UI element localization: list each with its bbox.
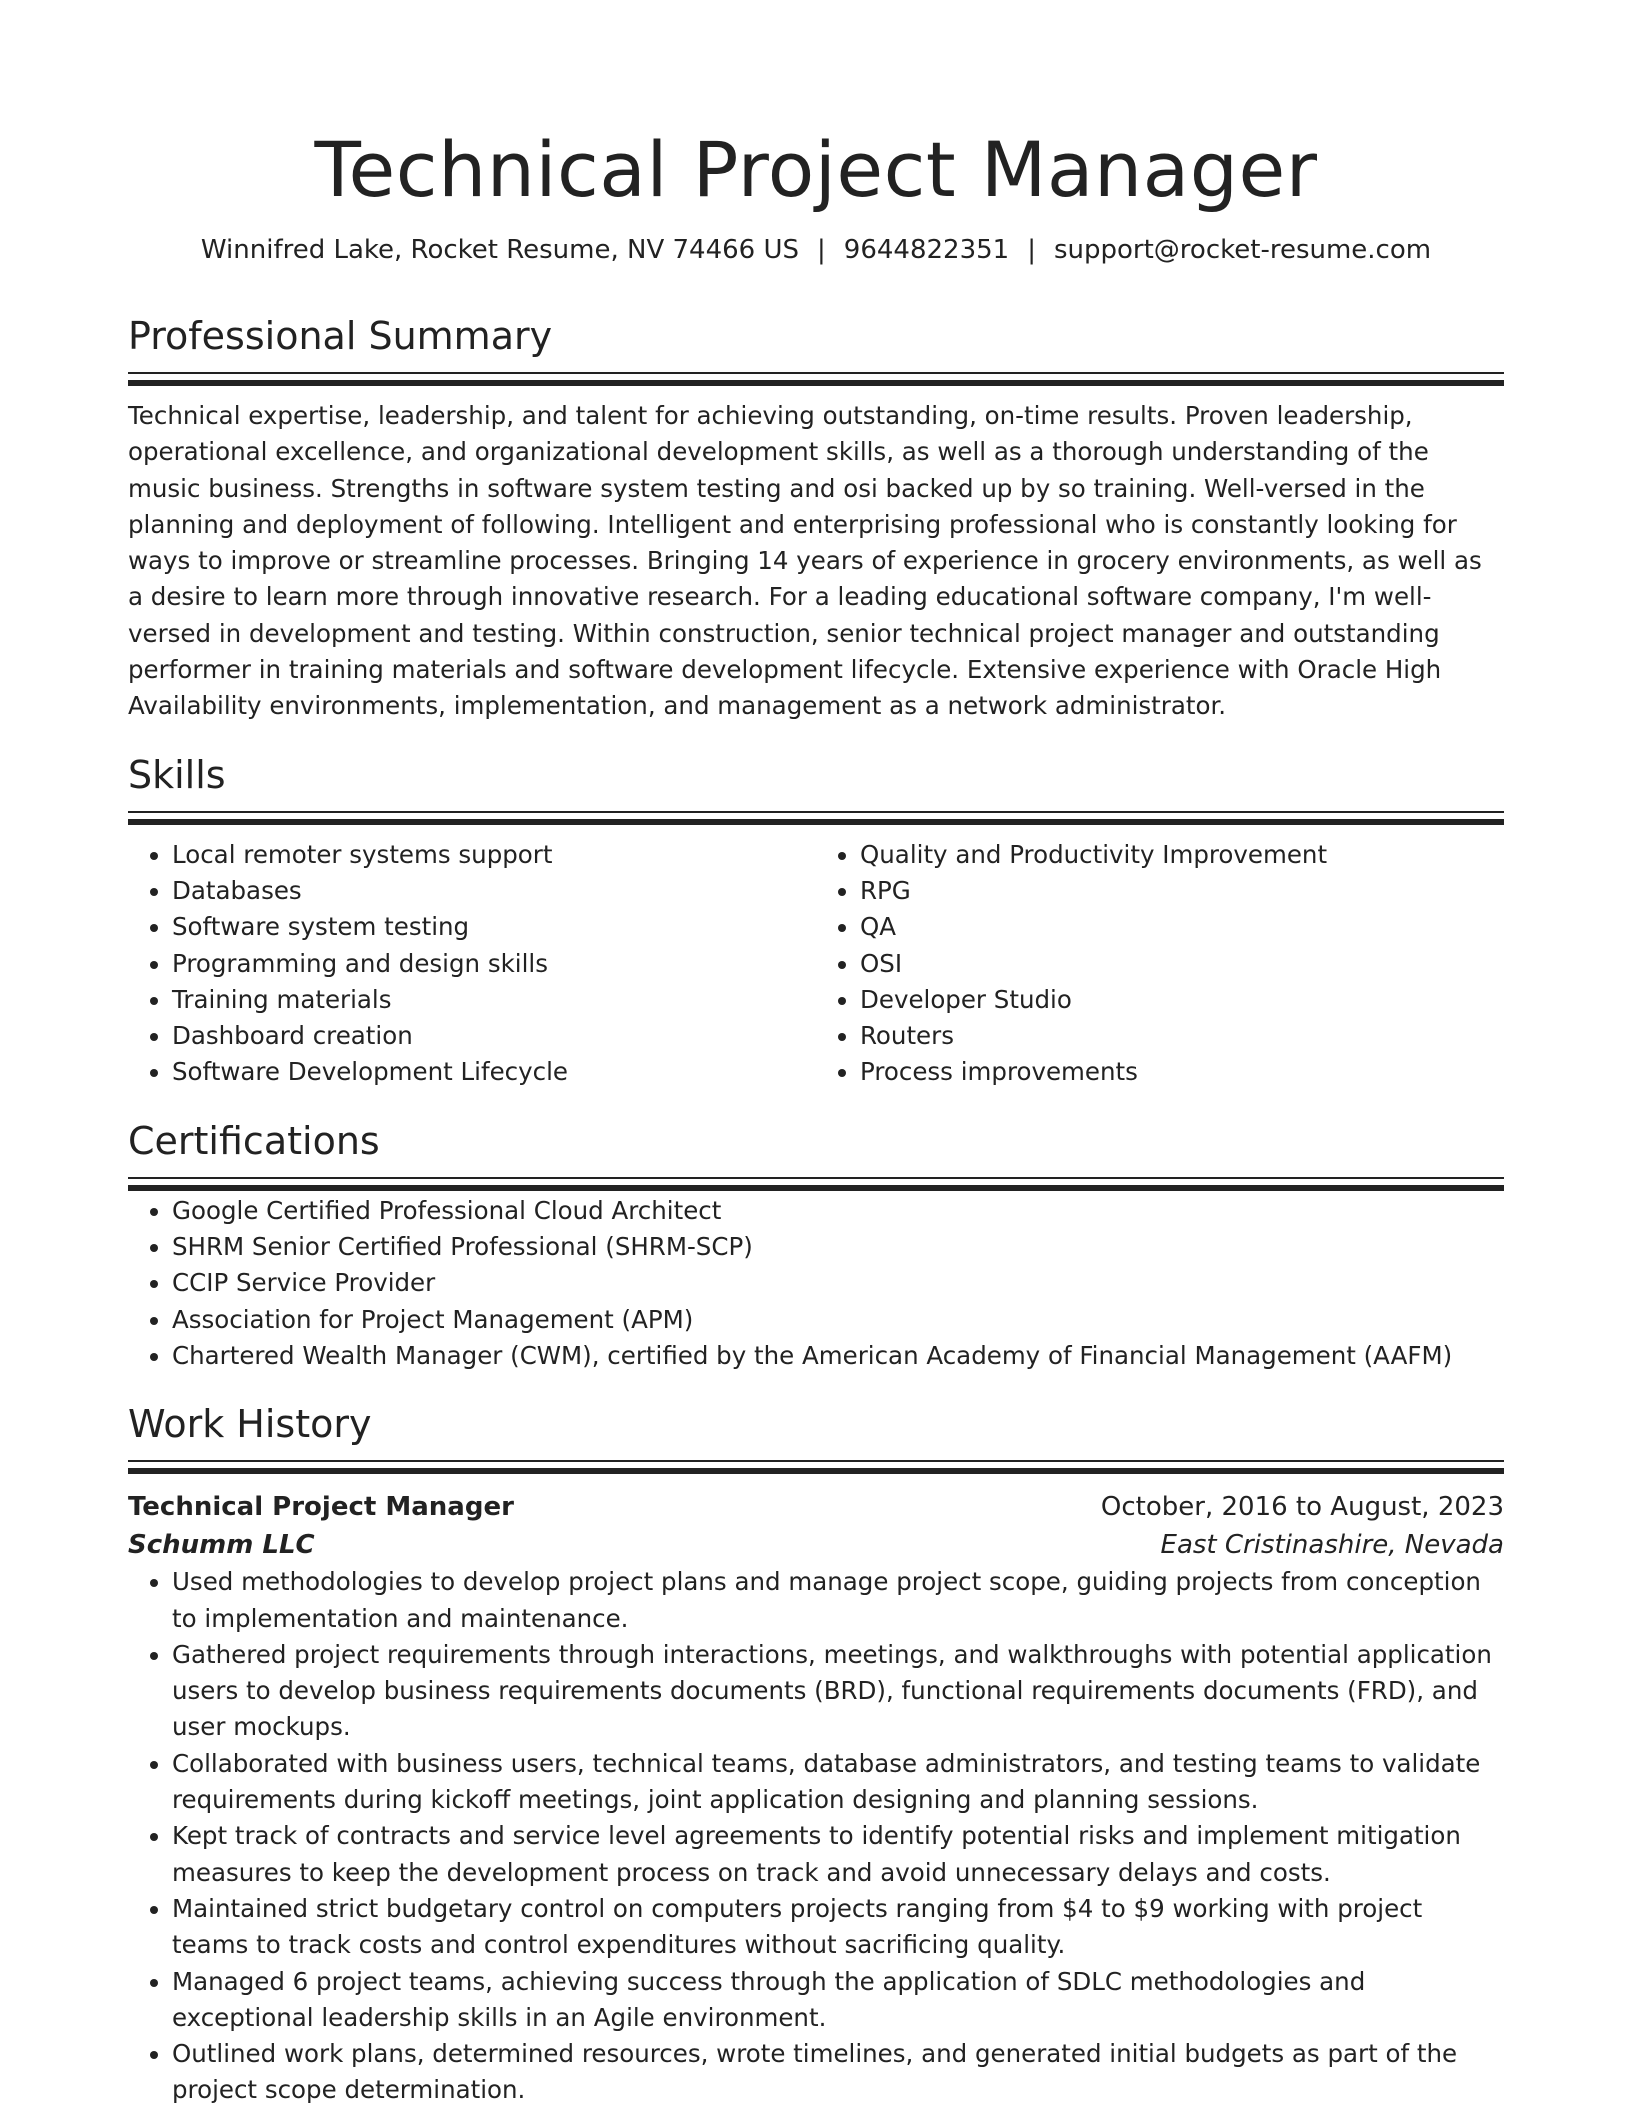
skill-item: • Software Development Lifecycle <box>172 1054 816 1090</box>
job-bullets <box>128 1564 1504 2108</box>
certification-item: • SHRM Senior Certified Professional (SHRM-SCP) <box>172 1229 1504 1265</box>
job-bullet: • Managed 6 project teams, achieving success through the application of SDLC methodologies and exceptional leadership skills in an Agile environment. <box>172 1964 1504 2037</box>
section-heading-work-history: Work History <box>128 1402 372 1447</box>
skill-item: • Training materials <box>172 982 816 1018</box>
work-history-section <box>128 1400 1504 2108</box>
section-heading-summary: Professional Summary <box>128 314 553 358</box>
skill-item: • Developer Studio <box>860 982 1504 1018</box>
skills-column-left <box>128 837 816 1091</box>
skill-item: • OSI <box>860 946 1504 982</box>
skill-item: • Quality and Productivity Improvement <box>860 837 1504 873</box>
skill-item: • QA <box>860 909 1504 945</box>
contact-email[interactable]: support@rocket-resume.com <box>1053 235 1432 265</box>
skill-item: • RPG <box>860 873 1504 909</box>
section-heading-skills: Skills <box>128 752 226 797</box>
contact-separator: | <box>817 235 826 265</box>
skill-item: • Local remoter systems support <box>172 837 816 873</box>
skill-item: • Routers <box>860 1018 1504 1054</box>
skills-columns <box>128 837 1504 1091</box>
certifications-list <box>128 1193 1504 1374</box>
contact-phone: 9644822351 <box>843 235 1010 265</box>
section-divider <box>128 1460 1504 1476</box>
resume-title: Technical Project Manager <box>314 125 1318 214</box>
job-dates: October, 2016 to August, 2023 <box>1100 1492 1504 1523</box>
skill-item: • Databases <box>172 873 816 909</box>
section-divider <box>128 1177 1504 1193</box>
certification-item: • Association for Project Management (APM) <box>172 1302 1504 1338</box>
contact-address: Winnifred Lake, Rocket Resume, NV 74466 US <box>200 235 800 265</box>
job-bullet: • Outlined work plans, determined resources, wrote timelines, and generated initial budgets as part of the project scope determination. <box>172 2036 1504 2109</box>
skill-item: • Programming and design skills <box>172 946 816 982</box>
job-title: Technical Project Manager <box>128 1492 514 1523</box>
skill-item: • Dashboard creation <box>172 1018 816 1054</box>
summary-section <box>128 312 1504 725</box>
contact-line <box>128 230 1504 270</box>
job-company: Schumm LLC <box>128 1530 315 1561</box>
section-divider <box>128 372 1504 388</box>
job-bullet: • Kept track of contracts and service level agreements to identify potential risks and implement mitigation measures to keep the development process on track and avoid unnecessary delays and costs. <box>172 1818 1504 1891</box>
job-entry <box>128 1488 1504 2108</box>
job-location: East Cristinashire, Nevada <box>1160 1530 1504 1561</box>
skills-section <box>128 751 1504 1091</box>
skill-item: • Software system testing <box>172 909 816 945</box>
skills-column-right <box>816 837 1504 1091</box>
summary-text: Technical expertise, leadership, and talent for achieving outstanding, on-time results. Proven leadership, operational excellence, and organizational development skills, as well as a thorough understanding of the music business. Strengths in software system testing and osi backed up by so training. Well-versed in the planning and deployment of following. Intelligent and enterprising professional who is constantly looking for ways to improve or streamline processes. Bringing 14 years of experience in grocery environments, as well as a desire to learn more through innovative research. For a leading educational software company, I'm well-versed in development and testing. Within construction, senior technical project manager and outstanding performer in training materials and software development lifecycle. Extensive experience with Oracle High Availability environments, implementation, and management as a network administrator. <box>128 401 1482 721</box>
certification-item: • CCIP Service Provider <box>172 1265 1504 1301</box>
job-bullet: • Collaborated with business users, technical teams, database administrators, and testing teams to validate requirements during kickoff meetings, joint application designing and planning sessions. <box>172 1746 1504 1819</box>
section-heading-certifications: Certifications <box>128 1118 380 1163</box>
job-bullet: • Maintained strict budgetary control on computers projects ranging from $4 to $9 working with project teams to track costs and control expenditures without sacrificing quality. <box>172 1891 1504 1964</box>
skill-item: • Process improvements <box>860 1054 1504 1090</box>
job-subheader <box>128 1526 1504 1564</box>
contact-separator: | <box>1027 235 1036 265</box>
section-divider <box>128 811 1504 827</box>
certification-item: • Chartered Wealth Manager (CWM), certified by the American Academy of Financial Management (AAFM) <box>172 1338 1504 1374</box>
job-header <box>128 1488 1504 1526</box>
job-bullet: • Used methodologies to develop project plans and manage project scope, guiding projects from conception to implementation and maintenance. <box>172 1564 1504 1637</box>
job-bullet: • Gathered project requirements through interactions, meetings, and walkthroughs with potential application users to develop business requirements documents (BRD), functional requirements documents (FRD), and user mockups. <box>172 1637 1504 1746</box>
certifications-section <box>128 1117 1504 1374</box>
certification-item: • Google Certified Professional Cloud Architect <box>172 1193 1504 1229</box>
